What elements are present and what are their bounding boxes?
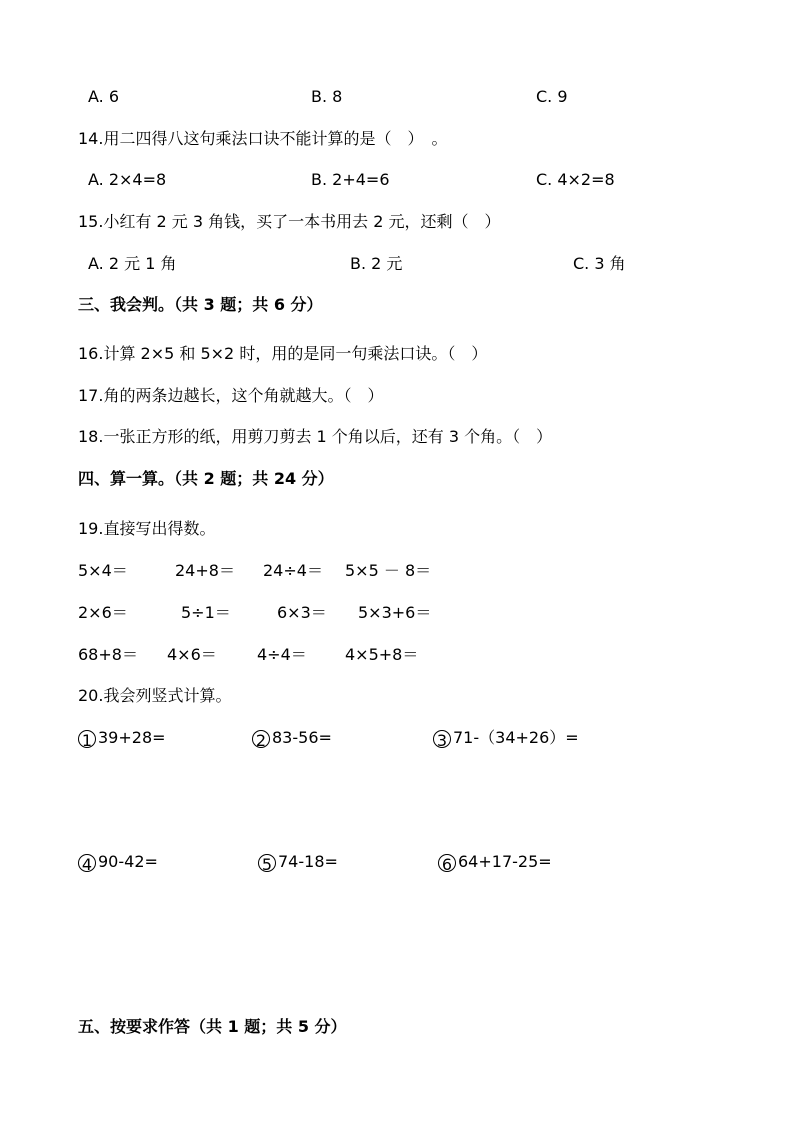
q15-option-c: C. 3 角	[573, 254, 626, 273]
q19-row-1	[0, 561, 793, 581]
circled-number: 5	[258, 854, 276, 872]
q14-option-c: C. 4×2=8	[536, 170, 615, 189]
circled-number: 4	[78, 854, 96, 872]
q20-item-5	[258, 852, 338, 872]
q20-item-1	[78, 728, 166, 748]
circled-number: 1	[78, 730, 96, 748]
q17-question: 17.角的两条边越长，这个角就越大。（ ）	[78, 386, 384, 405]
q20-row-1	[0, 728, 793, 748]
q20-expr: 90-42=	[98, 852, 158, 871]
q19-cell: 6×3＝	[277, 603, 327, 622]
q13-option-c: C. 9	[536, 87, 568, 106]
q20-title: 20.我会列竖式计算。	[78, 686, 232, 705]
section3-title: 三、我会判。（共 3 题；共 6 分）	[78, 295, 323, 314]
q20-expr: 74-18=	[278, 852, 338, 871]
q16-question: 16.计算 2×5 和 5×2 时，用的是同一句乘法口诀。（ ）	[78, 344, 488, 363]
circled-number: 2	[252, 730, 270, 748]
q15-option-b: B. 2 元	[350, 254, 403, 273]
q20-item-6	[438, 852, 552, 872]
q14-options	[0, 170, 793, 190]
q19-row-3	[0, 645, 793, 665]
circled-number: 6	[438, 854, 456, 872]
q20-item-3	[433, 728, 579, 748]
q19-title: 19.直接写出得数。	[78, 519, 216, 538]
q15-options	[0, 254, 793, 274]
q13-option-b: B. 8	[311, 87, 343, 106]
q19-cell: 4×6＝	[167, 645, 217, 664]
section5-title: 五、按要求作答（共 1 题；共 5 分）	[78, 1017, 347, 1036]
q20-expr: 71-（34+26）=	[453, 728, 579, 747]
q20-expr: 39+28=	[98, 728, 166, 747]
q19-row-2	[0, 603, 793, 623]
q19-cell: 5×5 － 8＝	[345, 561, 432, 580]
q19-cell: 5÷1＝	[181, 603, 231, 622]
q20-item-4	[78, 852, 158, 872]
q19-cell: 4÷4＝	[257, 645, 307, 664]
q20-expr: 64+17-25=	[458, 852, 552, 871]
q19-cell: 5×4＝	[78, 561, 128, 580]
q18-question: 18.一张正方形的纸，用剪刀剪去 1 个角以后，还有 3 个角。（ ）	[78, 427, 553, 446]
q20-row-2	[0, 852, 793, 872]
section4-title: 四、算一算。（共 2 题；共 24 分）	[78, 469, 334, 488]
q14-question: 14.用二四得八这句乘法口诀不能计算的是（ ） 。	[78, 129, 448, 148]
q19-cell: 4×5+8＝	[345, 645, 419, 664]
q20-item-2	[252, 728, 332, 748]
q19-cell: 24+8＝	[175, 561, 235, 580]
q19-cell: 2×6＝	[78, 603, 128, 622]
q13-option-a: A. 6	[88, 87, 120, 106]
circled-number: 3	[433, 730, 451, 748]
q19-cell: 24÷4＝	[263, 561, 323, 580]
q15-question: 15.小红有 2 元 3 角钱，买了一本书用去 2 元，还剩（ ）	[78, 212, 501, 231]
q15-option-a: A. 2 元 1 角	[88, 254, 177, 273]
q14-option-a: A. 2×4=8	[88, 170, 167, 189]
q20-expr: 83-56=	[272, 728, 332, 747]
q19-cell: 5×3+6＝	[358, 603, 432, 622]
q13-options	[0, 87, 793, 107]
q14-option-b: B. 2+4=6	[311, 170, 390, 189]
q19-cell: 68+8＝	[78, 645, 138, 664]
